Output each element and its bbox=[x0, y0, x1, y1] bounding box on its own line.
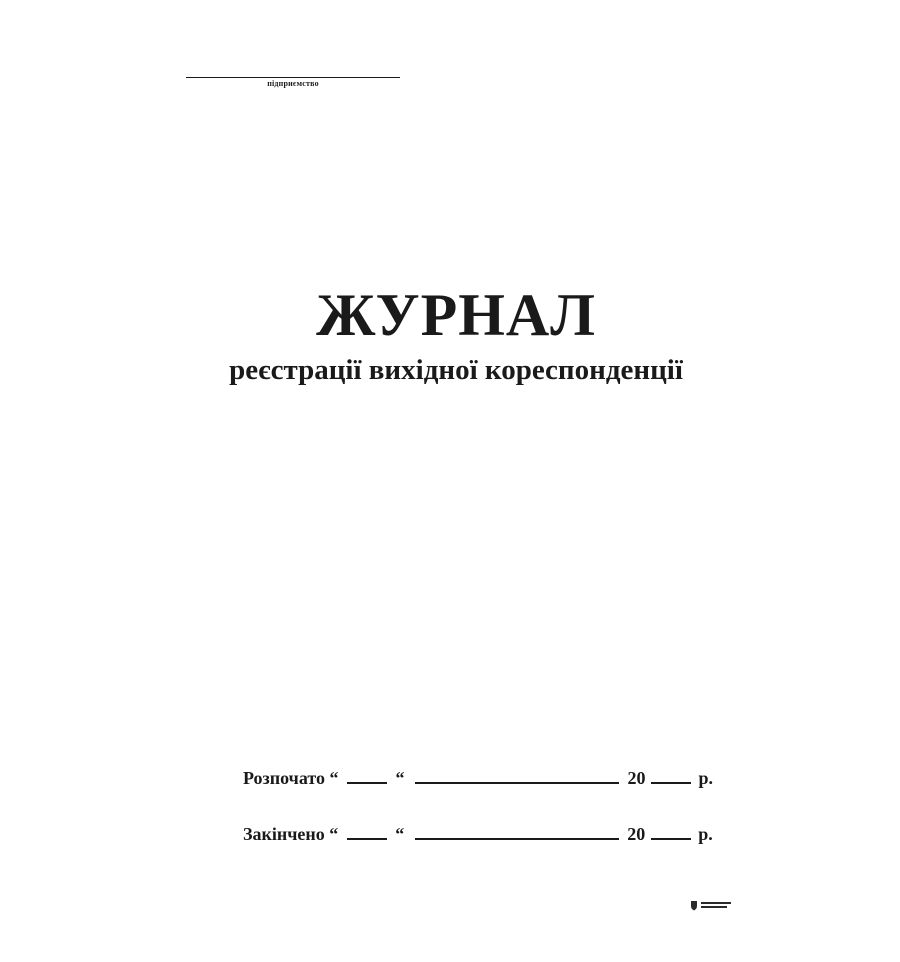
finished-label: Закінчено bbox=[243, 824, 325, 844]
started-label: Розпочато bbox=[243, 768, 325, 788]
started-year-blank bbox=[651, 766, 691, 784]
page-subtitle: реєстрації вихідної кореспонденції bbox=[229, 354, 683, 386]
publisher-logo-icon bbox=[690, 899, 731, 911]
finished-day-blank bbox=[347, 822, 387, 840]
year-prefix: 20 bbox=[627, 768, 646, 788]
close-quote: “ bbox=[395, 768, 405, 788]
enterprise-name-field-line bbox=[186, 77, 400, 78]
open-quote: “ bbox=[329, 824, 339, 844]
publisher-wordmark bbox=[701, 902, 731, 908]
publisher-shield-icon bbox=[690, 900, 698, 911]
close-quote: “ bbox=[395, 824, 405, 844]
page-title: ЖУРНАЛ bbox=[316, 282, 596, 348]
finished-year-blank bbox=[651, 822, 691, 840]
open-quote: “ bbox=[329, 768, 339, 788]
finished-date-row bbox=[243, 822, 713, 845]
year-suffix: р. bbox=[698, 824, 713, 844]
year-suffix: р. bbox=[698, 768, 713, 788]
started-month-blank bbox=[415, 766, 619, 784]
started-day-blank bbox=[347, 766, 387, 784]
started-date-row bbox=[243, 766, 713, 789]
finished-month-blank bbox=[415, 822, 619, 840]
year-prefix: 20 bbox=[627, 824, 646, 844]
enterprise-caption: підприємство bbox=[267, 79, 319, 88]
